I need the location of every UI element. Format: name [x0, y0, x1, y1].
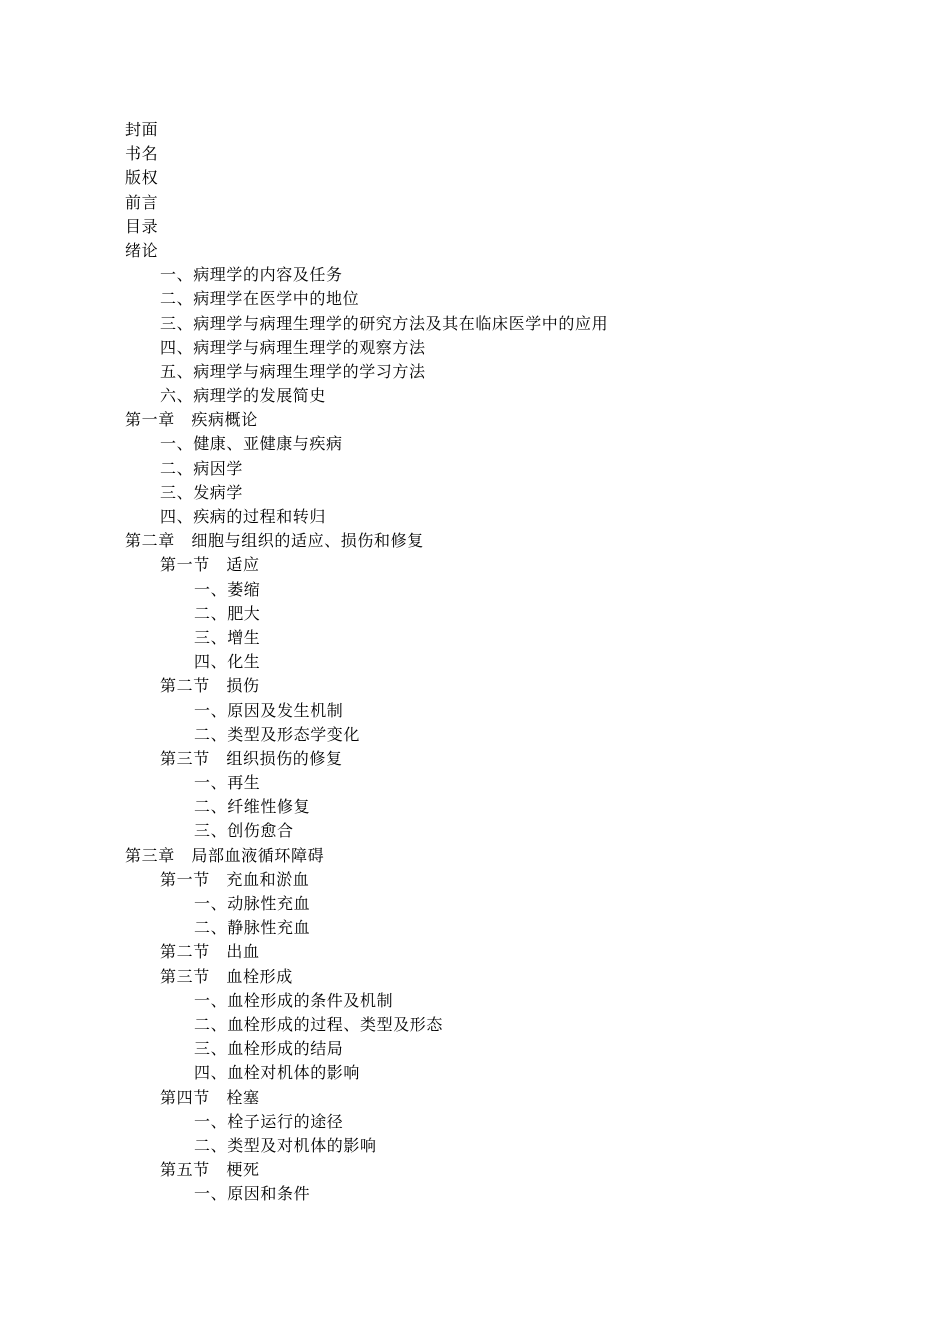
toc-entry-subsection[interactable]: 二、纤维性修复: [194, 797, 311, 817]
toc-entry-section[interactable]: 五、病理学与病理生理学的学习方法: [160, 361, 426, 381]
toc-entry-section[interactable]: 第二节 损伤: [160, 676, 260, 696]
toc-entry-subsection[interactable]: 二、类型及对机体的影响: [194, 1135, 377, 1155]
toc-entry-chapter[interactable]: 绪论: [125, 240, 159, 260]
toc-entry-section[interactable]: 第一节 适应: [160, 555, 260, 575]
toc-entry-section[interactable]: 四、疾病的过程和转归: [160, 507, 327, 526]
toc-entry-section[interactable]: 第五节 梗死: [160, 1160, 260, 1180]
toc-entry-subsection[interactable]: 二、类型及形态学变化: [194, 724, 361, 744]
table-of-contents: [125, 118, 608, 1206]
toc-entry-section[interactable]: 第二节 出血: [160, 942, 260, 962]
toc-entry-section[interactable]: 二、病理学在医学中的地位: [160, 289, 360, 309]
toc-entry-subsection[interactable]: 一、动脉性充血: [194, 894, 311, 913]
toc-entry-subsection[interactable]: 二、肥大: [194, 603, 261, 623]
toc-entry-subsection[interactable]: 一、再生: [194, 773, 261, 793]
toc-entry-subsection[interactable]: 四、化生: [194, 652, 261, 672]
toc-entry-subsection[interactable]: 三、创伤愈合: [194, 821, 294, 841]
toc-entry-subsection[interactable]: 一、血栓形成的条件及机制: [194, 990, 394, 1010]
toc-entry-section[interactable]: 第四节 栓塞: [160, 1087, 260, 1107]
toc-entry-subsection[interactable]: 二、血栓形成的过程、类型及形态: [194, 1014, 444, 1034]
toc-entry-chapter[interactable]: 第一章 疾病概论: [125, 410, 258, 430]
toc-entry-chapter[interactable]: 第二章 细胞与组织的适应、损伤和修复: [125, 531, 424, 551]
toc-entry-chapter[interactable]: 封面: [125, 120, 159, 139]
toc-entry-section[interactable]: 四、病理学与病理生理学的观察方法: [160, 337, 426, 357]
toc-entry-section[interactable]: 第三节 组织损伤的修复: [160, 748, 343, 768]
toc-entry-section[interactable]: 第一节 充血和淤血: [160, 869, 310, 889]
toc-entry-subsection[interactable]: 二、静脉性充血: [194, 918, 311, 938]
toc-entry-section[interactable]: 二、病因学: [160, 458, 244, 478]
toc-entry-chapter[interactable]: 书名: [125, 144, 159, 164]
toc-entry-chapter[interactable]: 第三章 局部血液循环障碍: [125, 845, 325, 865]
toc-entry-chapter[interactable]: 前言: [125, 192, 159, 212]
toc-entry-section[interactable]: 一、健康、亚健康与疾病: [160, 434, 343, 454]
toc-entry-section[interactable]: 六、病理学的发展简史: [160, 386, 327, 406]
toc-entry-section[interactable]: 一、病理学的内容及任务: [160, 265, 343, 285]
toc-entry-subsection[interactable]: 三、增生: [194, 627, 261, 647]
toc-entry-section[interactable]: 第三节 血栓形成: [160, 966, 293, 986]
toc-entry-section[interactable]: 三、发病学: [160, 482, 244, 502]
toc-entry-subsection[interactable]: 一、栓子运行的途径: [194, 1111, 344, 1131]
toc-entry-subsection[interactable]: 一、原因及发生机制: [194, 700, 344, 720]
toc-entry-subsection[interactable]: 一、萎缩: [194, 579, 261, 599]
toc-entry-chapter[interactable]: 版权: [125, 168, 159, 188]
toc-entry-subsection[interactable]: 四、血栓对机体的影响: [194, 1063, 361, 1083]
toc-entry-chapter[interactable]: 目录: [125, 216, 159, 236]
toc-entry-subsection[interactable]: 一、原因和条件: [194, 1184, 311, 1204]
toc-entry-subsection[interactable]: 三、血栓形成的结局: [194, 1039, 344, 1059]
toc-entry-section[interactable]: 三、病理学与病理生理学的研究方法及其在临床医学中的应用: [160, 313, 609, 333]
